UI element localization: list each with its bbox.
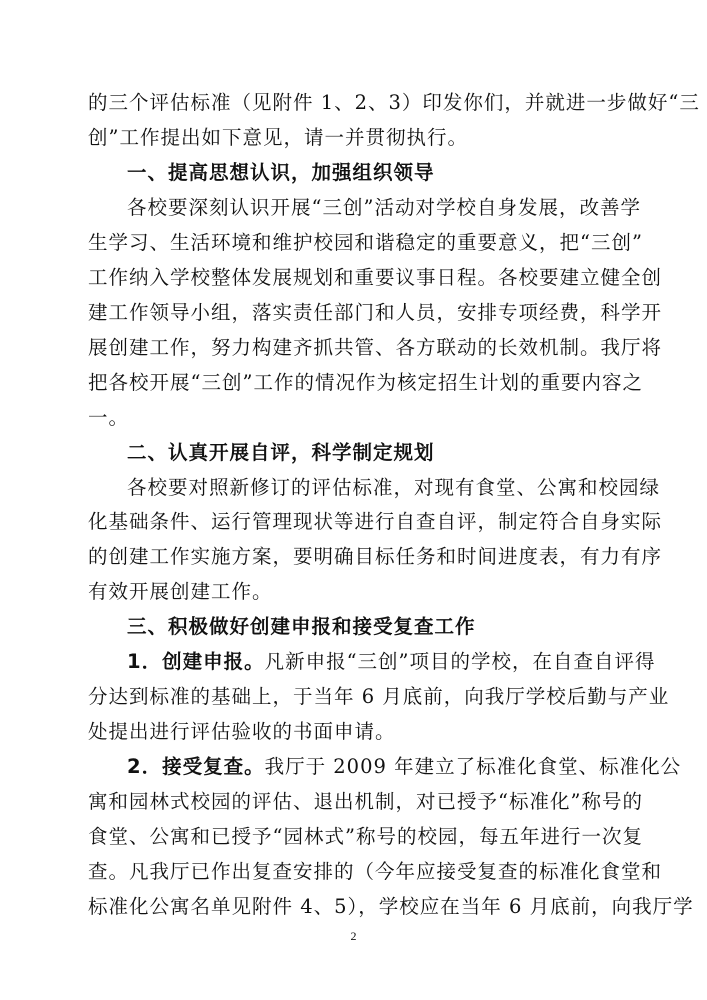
section-1-line: 各校要深刻认识开展“三创”活动对学校自身发展，改善学	[127, 195, 641, 219]
item-2-text: 我厅于 2009 年建立了标准化食堂、标准化公	[264, 755, 682, 779]
section-1-line: 把各校开展“三创”工作的情况作为核定招生计划的重要内容之	[88, 370, 643, 394]
item-1-line: 处提出进行评估验收的书面申请。	[88, 720, 396, 744]
section-1-heading: 一、提高思想认识，加强组织领导	[127, 160, 435, 184]
section-2-line: 化基础条件、运行管理现状等进行自查自评，制定符合自身实际	[88, 510, 663, 534]
item-2-line: 查。凡我厅已作出复查安排的（今年应接受复查的标准化食堂和	[88, 860, 663, 884]
section-2-line: 的创建工作实施方案，要明确目标任务和时间进度表，有力有序	[88, 545, 663, 569]
section-1-line: 一。	[88, 405, 130, 429]
section-2-line: 各校要对照新修订的评估标准，对现有食堂、公寓和校园绿	[127, 475, 661, 499]
section-1-line: 工作纳入学校整体发展规划和重要议事日程。各校要建立健全创	[88, 265, 663, 289]
section-2-line: 有效开展创建工作。	[88, 580, 273, 604]
item-1-line: 分达到标准的基础上，于当年 6 月底前，向我厅学校后勤与产业	[88, 685, 670, 709]
intro-line-1: 的三个评估标准（见附件 1、2、3）印发你们，并就进一步做好“三	[88, 91, 700, 114]
item-1-text: 凡新申报“三创”项目的学校，在自查自评得	[264, 650, 656, 674]
section-3-heading: 三、积极做好创建申报和接受复查工作	[127, 615, 476, 639]
item-1-label: 1．创建申报。	[127, 650, 265, 674]
section-2-heading: 二、认真开展自评，科学制定规划	[127, 440, 435, 464]
item-1-line	[88, 649, 656, 675]
item-2-line: 食堂、公寓和已授予“园林式”称号的校园，每五年进行一次复	[88, 825, 643, 849]
item-2-label: 2．接受复查。	[127, 755, 265, 779]
section-1-line: 展创建工作，努力构建齐抓共管、各方联动的长效机制。我厅将	[88, 335, 663, 359]
section-1-line: 建工作领导小组，落实责任部门和人员，安排专项经费，科学开	[88, 300, 663, 324]
page-number: 2	[350, 929, 357, 943]
item-2-line: 标准化公寓名单见附件 4、5），学校应在当年 6 月底前，向我厅学	[88, 895, 694, 918]
item-2-line	[88, 754, 682, 780]
section-1-line: 生学习、生活环境和维护校园和谐稳定的重要意义，把“三创”	[88, 230, 643, 254]
item-2-line: 寓和园林式校园的评估、退出机制，对已授予“标准化”称号的	[88, 790, 643, 814]
intro-line-2: 创”工作提出如下意见，请一并贯彻执行。	[88, 125, 468, 149]
